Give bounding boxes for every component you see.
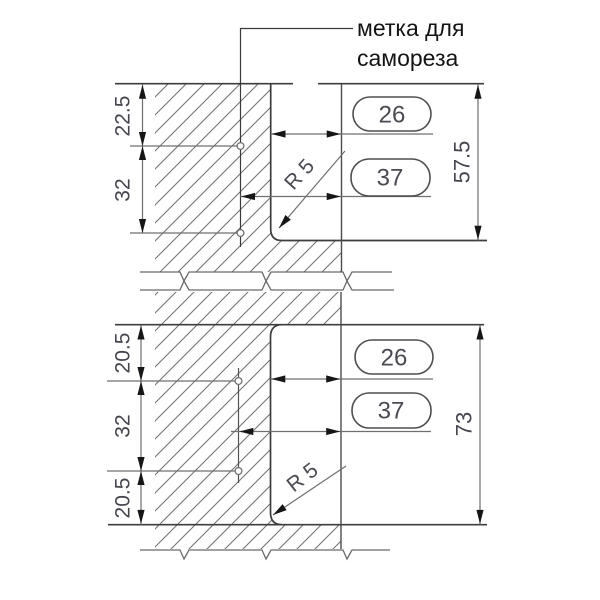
bottom-dim-32: 32 xyxy=(111,414,135,438)
screw-mark-bottom-2 xyxy=(235,468,242,475)
bottom-hatch-area xyxy=(155,292,341,549)
screw-mark-callout xyxy=(357,15,464,71)
bottom-dim-20-5-bottom: 20.5 xyxy=(111,477,135,519)
break-line-middle xyxy=(140,281,394,290)
top-dim-57-5: 57.5 xyxy=(449,140,475,184)
screw-mark-top-2 xyxy=(237,230,244,237)
break-line-upper xyxy=(140,272,392,281)
callout-line2: самореза xyxy=(357,45,459,71)
bottom-badge-26-label: 26 xyxy=(380,344,408,372)
bottom-recess-edge xyxy=(271,325,283,525)
top-dim-22-5: 22.5 xyxy=(111,95,135,137)
top-radius-leader xyxy=(279,151,345,228)
bottom-section-view xyxy=(107,292,487,549)
top-badge-26-label: 26 xyxy=(378,101,406,129)
top-radius-label: R 5 xyxy=(280,154,320,195)
top-dim-32: 32 xyxy=(111,178,135,202)
top-badge-37-label: 37 xyxy=(376,164,404,192)
bottom-badge-37-label: 37 xyxy=(377,397,405,425)
bottom-dim-73: 73 xyxy=(451,411,477,437)
top-hatch-area xyxy=(155,84,342,272)
callout-line1: метка для xyxy=(357,15,465,41)
bottom-radius-label: R 5 xyxy=(282,458,323,497)
top-recess-edge xyxy=(271,84,282,241)
screw-mark-top-1 xyxy=(237,143,244,150)
bottom-dim-20-5-top: 20.5 xyxy=(111,332,135,374)
screw-mark-bottom-1 xyxy=(235,378,242,385)
break-line-lower xyxy=(140,550,390,559)
